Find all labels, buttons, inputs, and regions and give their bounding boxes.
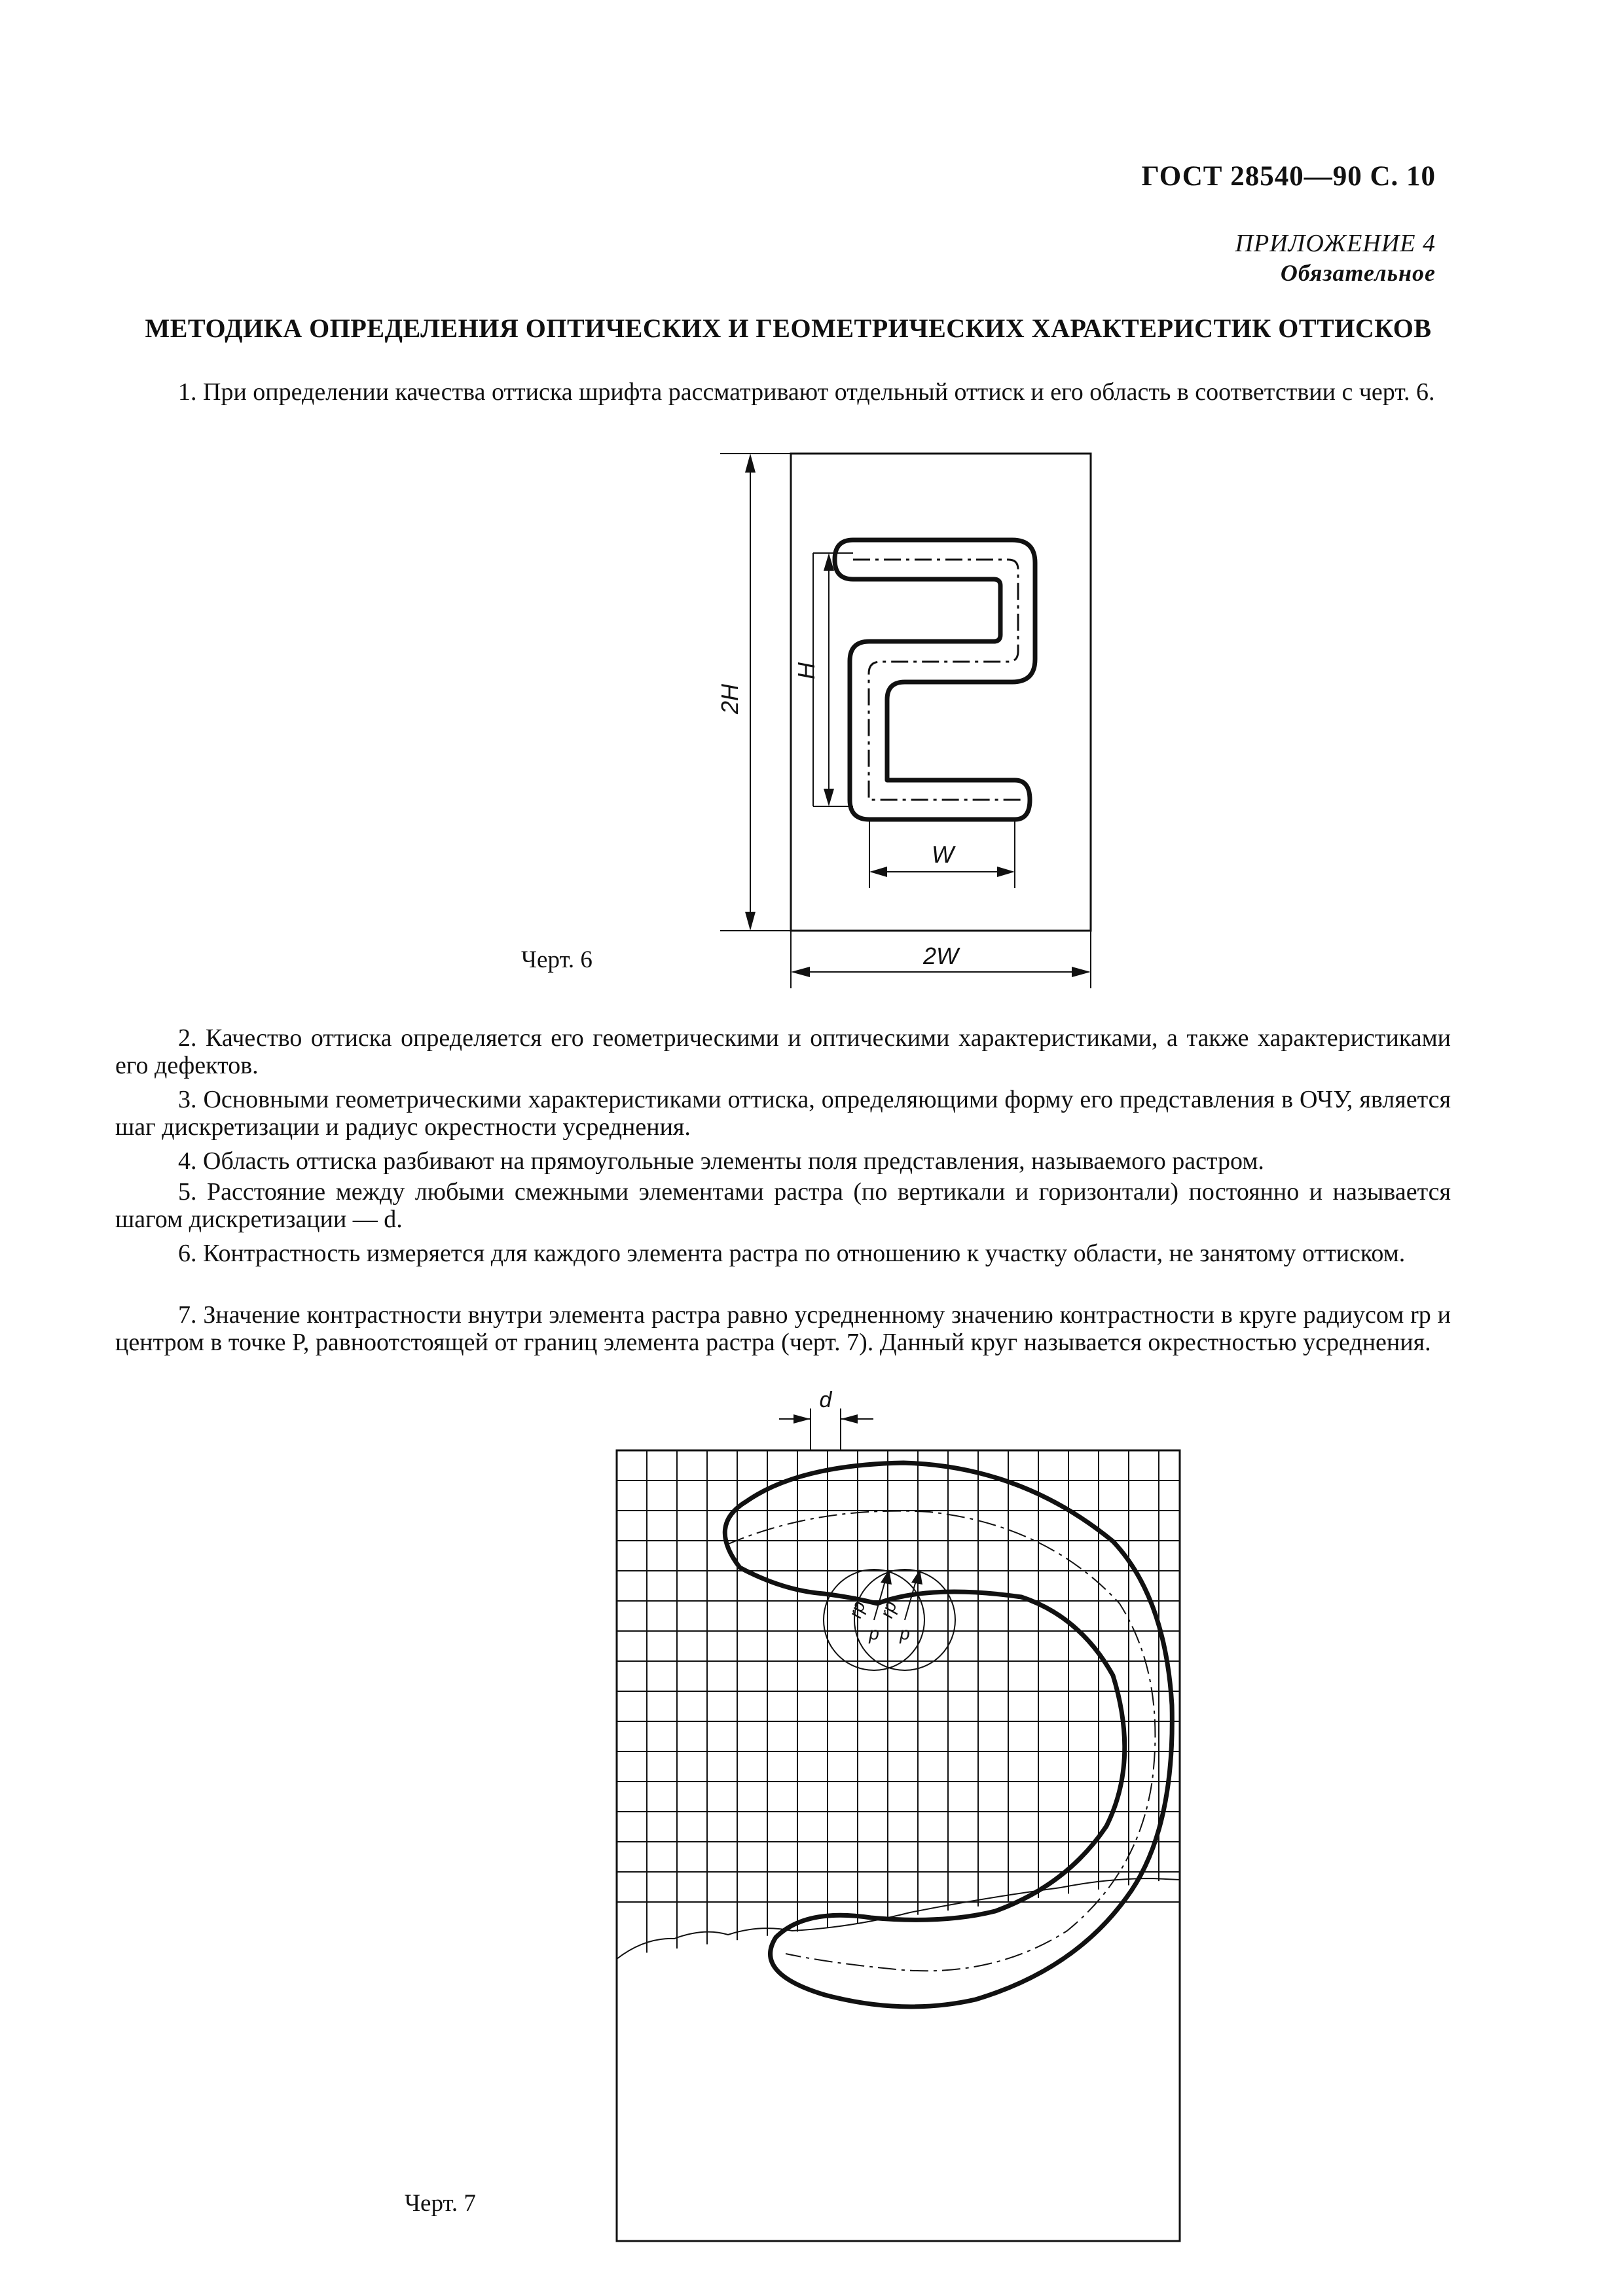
appendix-status: Обязательное <box>1280 259 1436 286</box>
averaging-circle-right <box>854 1570 955 1670</box>
paragraph-5: 5. Расстояние между любыми смежными элементами растра (по вертикали и горизонтали) постоянно и называется шагом дискретизации — d. <box>115 1178 1451 1233</box>
raster-boundary <box>617 1878 1180 1959</box>
paragraph-1: 1. При определении качества оттиска шрифта рассматривают отдельный оттиск и его область в соответствии с черт. 6. <box>178 378 1435 406</box>
label-2w: 2W <box>923 942 958 969</box>
paragraph-4: 4. Область оттиска разбивают на прямоугольные элементы поля представления, называемого растром. <box>178 1147 1264 1175</box>
section-title: МЕТОДИКА ОПРЕДЕЛЕНИЯ ОПТИЧЕСКИХ И ГЕОМЕТРИЧЕСКИХ ХАРАКТЕРИСТИК ОТТИСКОВ <box>145 314 1432 343</box>
glyph-stroke-outer <box>725 1463 1172 2007</box>
figure-7-frame <box>617 1450 1180 2241</box>
label-rp-left: rp <box>845 1598 869 1621</box>
glyph-centerline <box>727 1511 1155 1971</box>
label-w: W <box>932 841 954 868</box>
document-header: ГОСТ 28540—90 С. 10 <box>1141 161 1436 192</box>
glyph-2-outline <box>835 540 1035 819</box>
label-2h: 2H <box>716 683 743 715</box>
paragraph-2: 2. Качество оттиска определяется его геометрическими и оптическими характеристиками, а также характеристиками его дефектов. <box>115 1024 1451 1079</box>
paragraph-3: 3. Основными геометрическими характеристиками оттиска, определяющими форму его представления в ОЧУ, является шаг дискретизации и радиус окрестности усреднения. <box>115 1086 1451 1141</box>
figure-6-drawing <box>720 454 1091 988</box>
label-d: d <box>819 1388 832 1412</box>
label-p-left: p <box>869 1623 879 1643</box>
appendix-label: ПРИЛОЖЕНИЕ 4 <box>1235 230 1436 257</box>
averaging-circle-left <box>824 1570 924 1670</box>
paragraph-6: 6. Контрастность измеряется для каждого элемента растра по отношению к участку области, не занятому оттиском. <box>178 1240 1406 1267</box>
appendix-block <box>1235 229 1436 287</box>
paragraph-7: 7. Значение контрастности внутри элемента растра равно усредненному значению контрастности в круге радиусом rp и центром в точке P, равноотстоящей от границ элемента растра (черт. 7). Данный круг называется окрестностью усреднения. <box>115 1301 1451 1356</box>
figure-7-drawing <box>617 1408 1180 2241</box>
raster-grid <box>617 1450 1180 1953</box>
figure-6-caption: Черт. 6 <box>521 946 593 973</box>
figure-6-frame <box>791 454 1091 931</box>
label-h: H <box>793 662 820 679</box>
glyph-2-centerline <box>853 560 1021 800</box>
label-p-right: p <box>900 1623 910 1643</box>
label-rp-right: rp <box>876 1598 901 1621</box>
figure-7-caption: Черт. 7 <box>405 2190 476 2217</box>
